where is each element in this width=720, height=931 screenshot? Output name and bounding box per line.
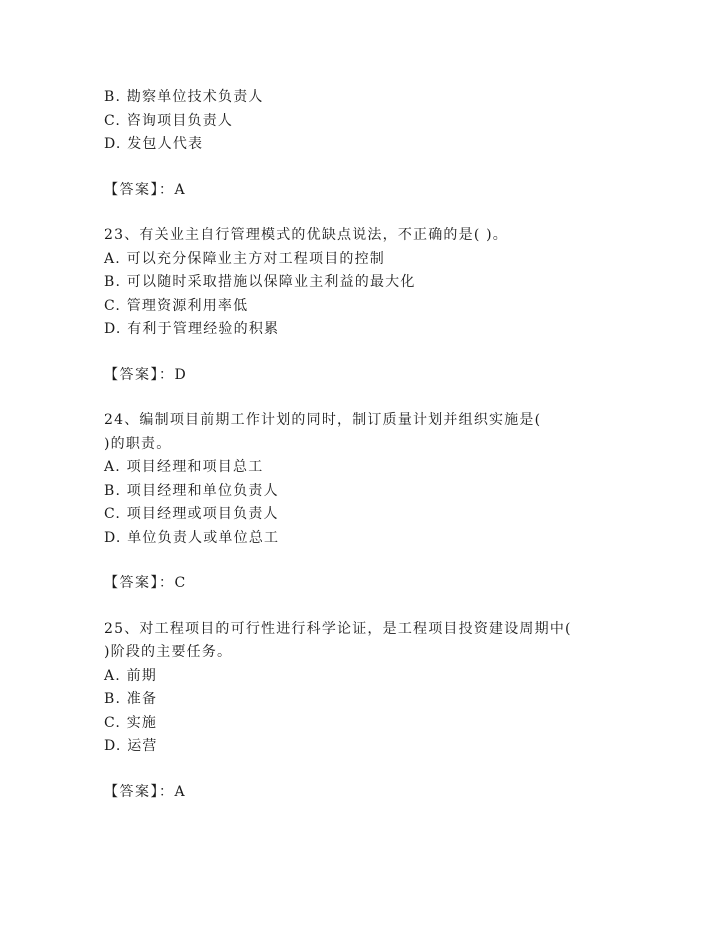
question-25-option-d: D. 运营 bbox=[104, 738, 158, 754]
question-23-option-b: B. 可以随时采取措施以保障业主利益的最大化 bbox=[104, 274, 416, 290]
question-25-option-b: B. 准备 bbox=[104, 691, 158, 707]
question-25-stem-line-1: 25、对工程项目的可行性进行科学论证，是工程项目投资建设周期中( bbox=[104, 620, 572, 637]
question-24-option-a: A. 项目经理和项目总工 bbox=[104, 459, 264, 475]
question-24-answer: 【答案】：C bbox=[104, 575, 187, 591]
question-23-option-a: A. 可以充分保障业主方对工程项目的控制 bbox=[104, 250, 386, 267]
question-24-stem-line-1: 24、编制项目前期工作计划的同时，制订质量计划并组织实施是( bbox=[104, 412, 542, 428]
question-24-option-b: B. 项目经理和单位负责人 bbox=[104, 482, 279, 499]
question-24-option-d: D. 单位负责人或单位总工 bbox=[104, 529, 280, 546]
question-25-stem-line-2: )阶段的主要任务。 bbox=[104, 644, 233, 660]
question-24-stem-line-2: )的职责。 bbox=[104, 435, 172, 452]
question-23-option-d: D. 有利于管理经验的积累 bbox=[104, 321, 280, 337]
question-23-stem: 23、有关业主自行管理模式的优缺点说法，不正确的是( )。 bbox=[104, 227, 508, 243]
question-23-option-c: C. 管理资源利用率低 bbox=[104, 297, 249, 314]
question-24-option-c: C. 项目经理或项目负责人 bbox=[104, 506, 279, 522]
question-25-option-c: C. 实施 bbox=[104, 714, 158, 731]
option-c-prev: C. 咨询项目负责人 bbox=[104, 112, 234, 129]
question-23-answer: 【答案】：D bbox=[104, 366, 188, 383]
option-b-prev: B. 勘察单位技术负责人 bbox=[104, 89, 264, 105]
question-25-answer: 【答案】：A bbox=[104, 783, 187, 800]
option-d-prev: D. 发包人代表 bbox=[104, 136, 204, 152]
document-page bbox=[104, 86, 624, 804]
question-25-option-a: A. 前期 bbox=[104, 667, 158, 684]
answer-prev: 【答案】：A bbox=[104, 181, 187, 198]
